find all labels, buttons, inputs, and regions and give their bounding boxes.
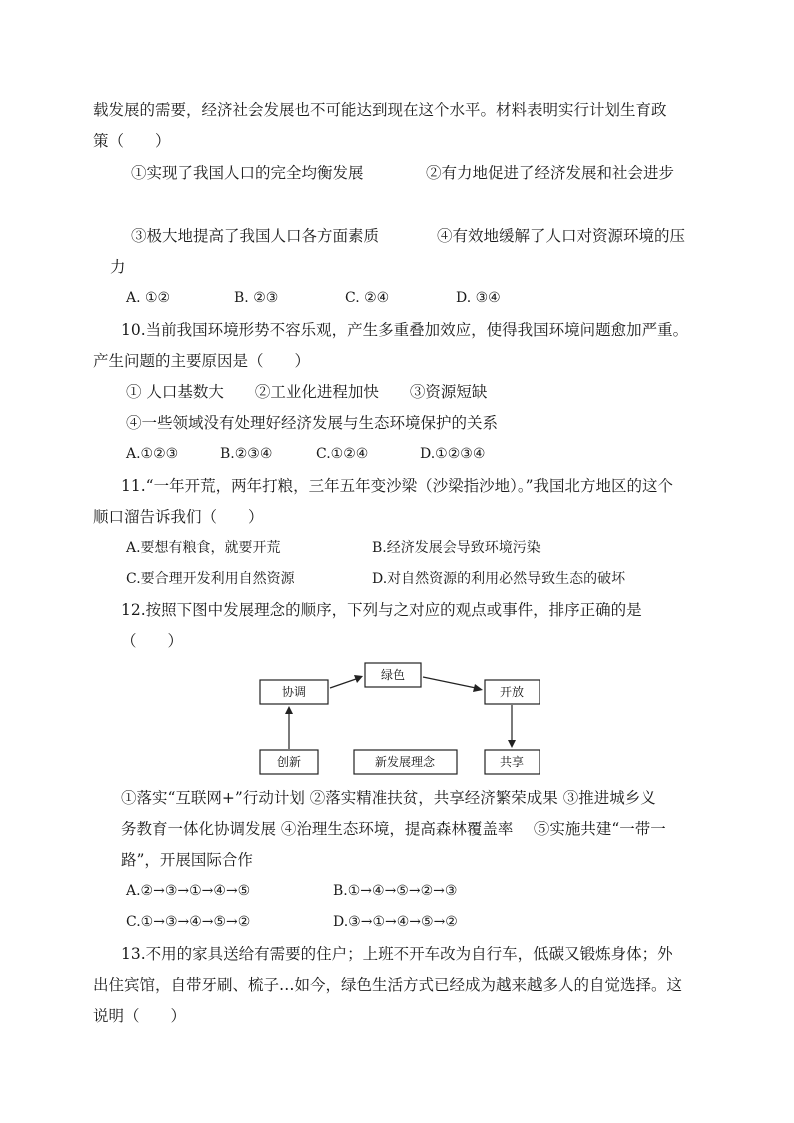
- development-concepts-diagram: [250, 655, 540, 785]
- q9-option-b[interactable]: B. ②③: [234, 290, 279, 306]
- arrowhead-down: [508, 740, 516, 748]
- q10-option-d[interactable]: D.①②③④: [420, 446, 486, 462]
- q12-option-a[interactable]: A.②→③→①→④→⑤: [126, 883, 251, 899]
- q13-stem-line2: 出住宾馆，自带牙刷、梳子…如今，绿色生活方式已经成为越来越多人的自觉选择。这: [93, 976, 683, 994]
- q12-statements-line1: ①落实“互联网+”行动计划 ②落实精准扶贫，共享经济繁荣成果 ③推进城乡义: [121, 789, 656, 807]
- q11-option-a[interactable]: A.要想有粮食，就要开荒: [126, 540, 281, 556]
- q12-option-b[interactable]: B.①→④→⑤→②→③: [333, 883, 458, 899]
- q13-stem-line1: 13.不用的家具送给有需要的住户；上班不开车改为自行车，低碳又锻炼身体；外: [121, 945, 673, 963]
- label-lvse: 绿色: [380, 668, 406, 682]
- arrow-lvse-kaifang: [423, 677, 476, 688]
- q12-stem-line1: 12.按照下图中发展理念的顺序，下列与之对应的观点或事件，排序正确的是: [121, 601, 642, 619]
- arrowhead-up: [285, 706, 293, 714]
- q12-option-d[interactable]: D.③→①→④→⑤→②: [333, 914, 458, 930]
- q9-statement-3: ③极大地提高了我国人口各方面素质: [131, 227, 380, 245]
- q11-stem-line2: 顺口溜告诉我们（ ）: [93, 508, 264, 526]
- label-center: 新发展理念: [374, 755, 436, 769]
- q10-option-c[interactable]: C.①②④: [316, 446, 369, 462]
- q11-option-c[interactable]: C.要合理开发利用自然资源: [126, 571, 295, 587]
- q10-stem-line2: 产生问题的主要原因是（ ）: [93, 352, 311, 370]
- q9-option-d[interactable]: D. ③④: [456, 290, 501, 306]
- q9-statement-4: ④有效地缓解了人口对资源环境的压: [437, 227, 686, 245]
- q12-statements-line3: 路”，开展国际合作: [121, 851, 253, 869]
- q11-option-b[interactable]: B.经济发展会导致环境污染: [372, 540, 541, 556]
- arrow-xietiao-lvse: [330, 679, 356, 688]
- label-chuangxin: 创新: [276, 755, 302, 769]
- label-xietiao: 协调: [281, 685, 307, 699]
- q12-stem-line2: （ ）: [121, 632, 184, 650]
- q12-statements-line2: 务教育一体化协调发展 ④治理生态环境，提高森林覆盖率 ⑤实施共建“一带一: [121, 820, 666, 838]
- q10-statement-4: ④一些领域没有处理好经济发展与生态环境保护的关系: [126, 414, 499, 432]
- q13-stem-line3: 说明（ ）: [93, 1007, 187, 1025]
- label-gongxiang: 共享: [499, 755, 525, 769]
- q10-statements-123: ① 人口基数大 ②工业化进程加快 ③资源短缺: [126, 383, 488, 401]
- arrowhead-to-kaifang: [473, 684, 483, 692]
- q9-statement-2: ②有力地促进了经济发展和社会进步: [426, 164, 675, 182]
- q11-option-d[interactable]: D.对自然资源的利用必然导致生态的破坏: [372, 571, 626, 587]
- q9-statement-4-wrap: 力: [110, 258, 126, 276]
- q9-statement-1: ①实现了我国人口的完全均衡发展: [131, 164, 364, 182]
- q10-option-a[interactable]: A.①②③: [126, 446, 179, 462]
- q10-option-b[interactable]: B.②③④: [220, 446, 273, 462]
- label-kaifang: 开放: [499, 685, 525, 699]
- q12-option-c[interactable]: C.①→③→④→⑤→②: [126, 914, 251, 930]
- q9-option-c[interactable]: C. ②④: [345, 290, 390, 306]
- q9-continuation-line2: 策（ ）: [93, 132, 171, 150]
- q9-continuation-line1: 载发展的需要，经济社会发展也不可能达到现在这个水平。材料表明实行计划生育政: [93, 101, 667, 119]
- q9-option-a[interactable]: A. ①②: [126, 290, 171, 306]
- q10-stem-line1: 10.当前我国环境形势不容乐观，产生多重叠加效应，使得我国环境问题愈加严重。: [121, 321, 689, 339]
- q11-stem-line1: 11.“一年开荒，两年打粮，三年五年变沙梁（沙梁指沙地）。”我国北方地区的这个: [121, 477, 674, 495]
